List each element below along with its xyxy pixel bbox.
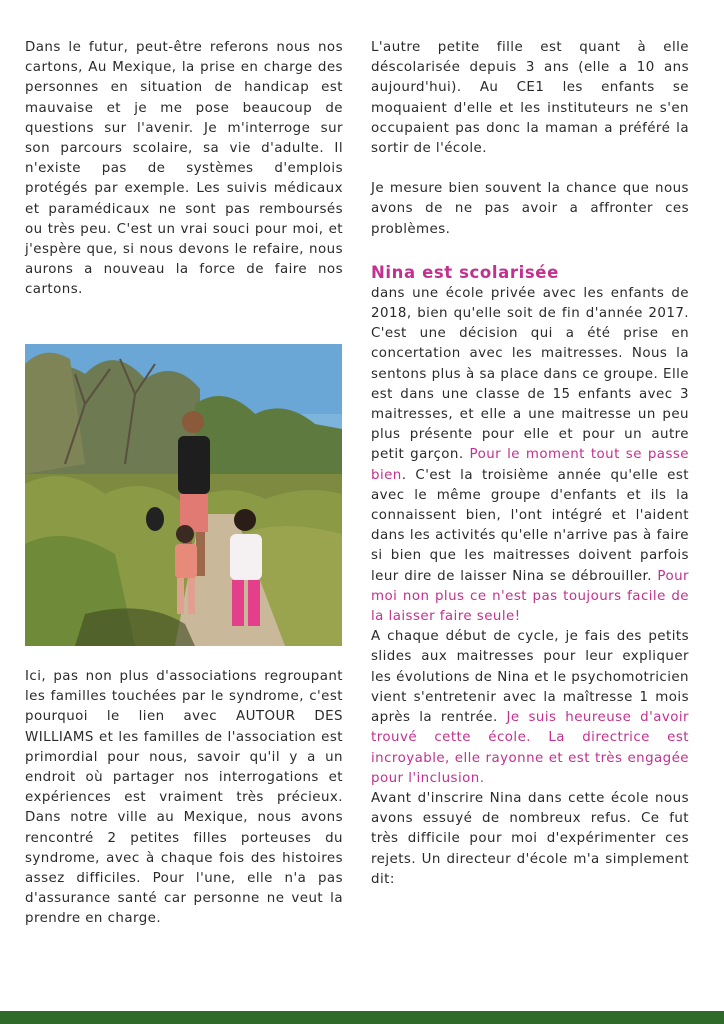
paragraph-4-text: A chaque début de cycle, je fais des petits slides aux maitresses pour leur expliquer les évolutions de Nina et le psychomotricien vient s'entretenir avec la maîtresse 1 mois après la rentrée. <box>371 629 689 726</box>
footer-bar <box>0 1011 724 1024</box>
paragraph-3-text-b: . C'est la troisième année qu'elle est avec le même groupe d'enfants et ils la connaissent bien, l'ont intégré et l'aident dans les activités qu'elle n'arrive pas à faire si bien que les maitresses doivent parfois leur dire de laisser Nina se débrouiller. <box>371 467 689 584</box>
left-paragraph-1: Dans le futur, peut-être referons nous nos cartons, Au Mexique, la prise en charge des personnes en situation de handicap est mauvaise et je me pose beaucoup de questions sur l'avenir. Je m'interroge sur son parcours scolaire, sa vie d'adulte. Il n'existe pas de systèmes d'emplois protégés par exemple. Les suivis médicaux et paramédicaux ne sont pas remboursés ou très peu. C'est un vrai souci pour moi, et j'espère que, si nous devons le refaire, nous aurons a nouveau la force de faire nos cartons. <box>25 40 343 298</box>
highlight-pour-moi: Pour moi non plus ce n'est pas toujours facile de la laisser faire seule! <box>371 568 689 625</box>
right-paragraph-3 <box>371 284 689 627</box>
left-column-bottom <box>25 667 343 930</box>
family-photo <box>25 344 342 646</box>
left-paragraph-2: Ici, pas non plus d'associations regroupant les familles touchées par le syndrome, c'est pourquoi le lien avec AUTOUR DES WILLIAMS et les familles de l'association est primordial pour nous, savoir qu'il y a un endroit où partager nos interrogations et expériences est vraiment très précieux. Dans notre ville au Mexique, nous avons rencontré 2 petites filles porteuses du syndrome, avec à chaque fois des histoires assez difficiles. Pour l'une, elle n'a pas d'assurance santé car personne ne veut la prendre en charge. <box>25 669 343 927</box>
paragraph-3-text-a: dans une école privée avec les enfants de 2018, bien qu'elle soit de fin d'année 2017. C'est une décision qui a été prise en concertation avec les maitresses. Nous la sentons plus à sa place dans ce groupe. Elle est dans une classe de 15 enfants avec 3 maitresses, et elle a une maitresse un peu plus présente pour elle et pour un autre petit garçon. <box>371 285 689 463</box>
paragraph-gap <box>371 159 689 179</box>
right-paragraph-1: L'autre petite fille est quant à elle déscolarisée depuis 3 ans (elle a 10 ans aujourd'hui). Au CE1 les enfants se moquaient d'elle et les instituteurs ne s'en occupaient pas donc la maman a préféré la sortir de l'école. <box>371 40 689 157</box>
right-column <box>371 38 689 890</box>
highlight-pour-le-moment: Pour le moment tout se passe bien <box>371 447 689 483</box>
right-paragraph-4 <box>371 627 689 789</box>
right-paragraph-2: Je mesure bien souvent la chance que nous avons de ne pas avoir a affronter ces problèmes. <box>371 181 689 237</box>
left-column-top <box>25 38 343 301</box>
right-paragraph-5: Avant d'inscrire Nina dans cette école nous avons essuyé de nombreux refus. Ce fut très difficile pour moi d'expérimenter ces rejets. Un directeur d'école m'a simplement dit: <box>371 790 689 887</box>
family-photo-illustration <box>25 344 342 646</box>
section-title-nina: Nina est scolarisée <box>371 262 559 282</box>
highlight-heureuse: Je suis heureuse d'avoir trouvé cette école. La directrice est incroyable, elle rayonne et est très engagée pour l'inclusion. <box>371 710 690 786</box>
